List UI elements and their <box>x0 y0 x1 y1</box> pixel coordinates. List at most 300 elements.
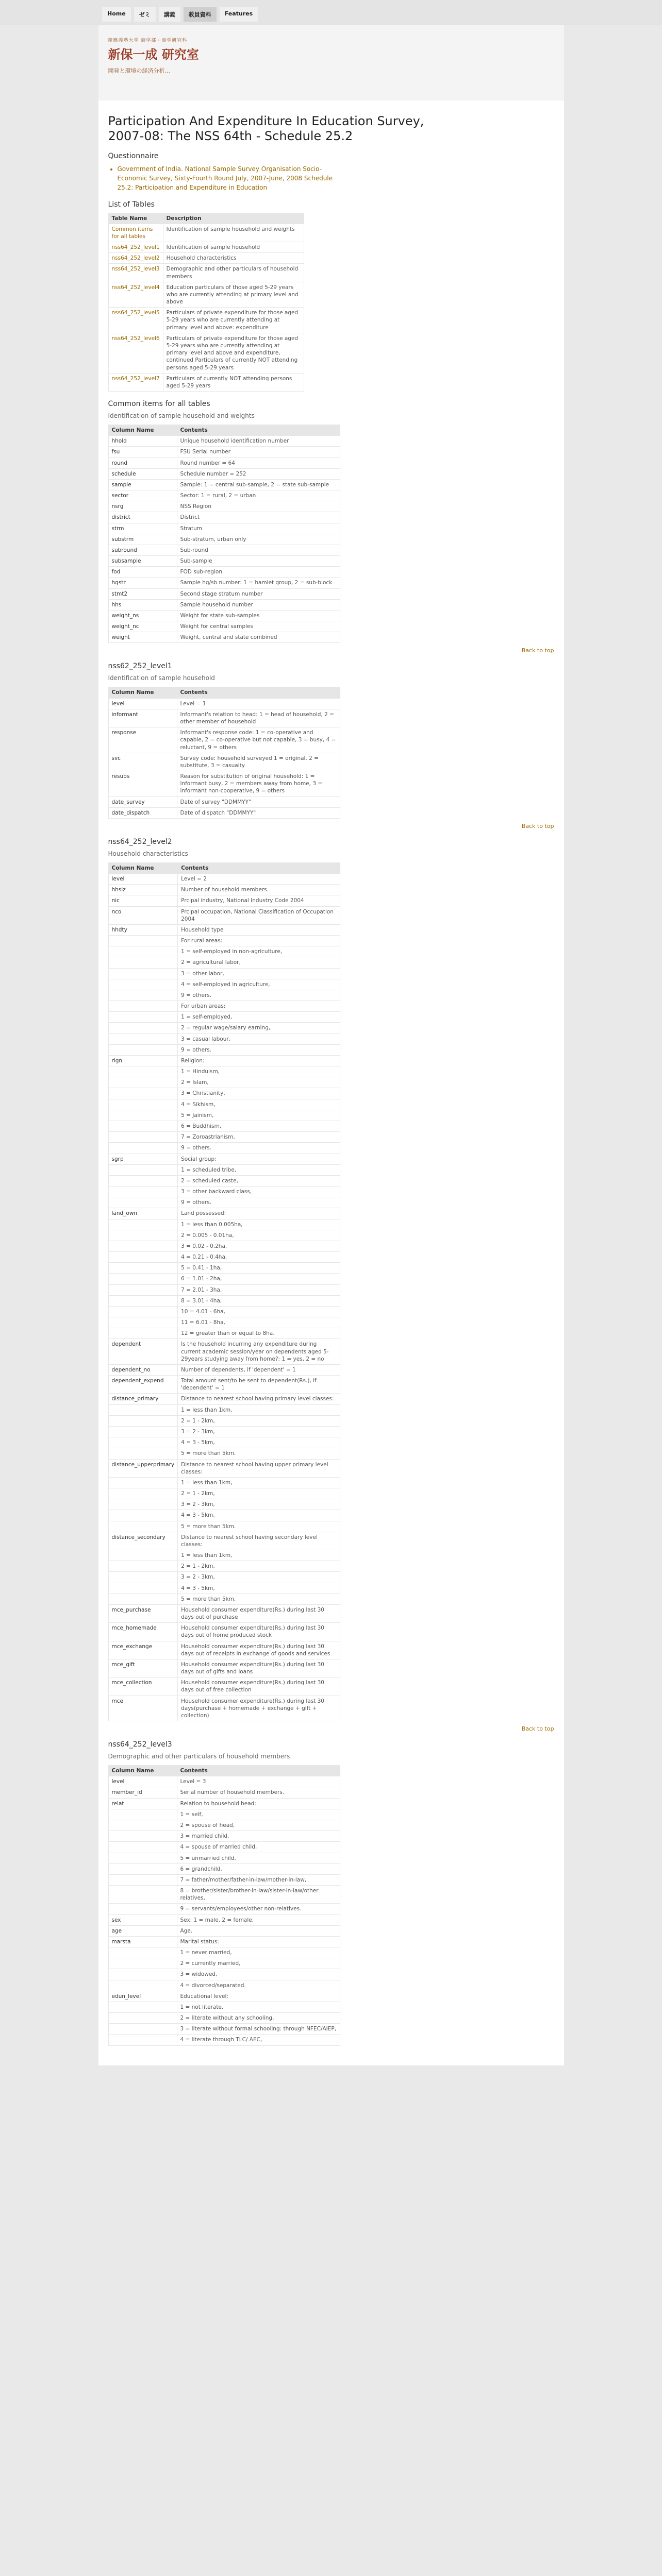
table-link[interactable]: nss64_252_level1 <box>108 242 163 253</box>
column-contents: Sector: 1 = rural, 2 = urban <box>177 490 340 501</box>
column-name: marsta <box>108 1936 177 1947</box>
column-name: rlgn <box>108 1055 178 1066</box>
table-row <box>108 1677 340 1696</box>
table-row <box>108 1110 340 1121</box>
table-row <box>108 1459 340 1477</box>
column-header: Contents <box>177 1766 340 1776</box>
table-row <box>108 1001 340 1012</box>
section-table <box>108 1765 340 2045</box>
table-row <box>108 242 304 253</box>
section-table <box>108 687 340 818</box>
column-name: informant <box>108 709 177 727</box>
site-logo[interactable] <box>108 37 199 75</box>
column-contents: 3 = 2 - 3km, <box>178 1572 340 1583</box>
column-name <box>108 2035 177 2045</box>
table-row <box>108 457 340 468</box>
table-row <box>108 990 340 1001</box>
column-contents: Sample household number <box>177 599 340 610</box>
logo-tagline: 開発と環境の経済分析... <box>108 67 170 74</box>
table-row <box>108 1488 340 1499</box>
page-container <box>98 25 564 2065</box>
column-name: schedule <box>108 468 177 479</box>
column-name <box>108 1426 178 1437</box>
table-row <box>108 1066 340 1077</box>
column-contents: 3 = other backward class, <box>178 1187 340 1197</box>
column-contents: 1 = self, <box>177 1809 340 1820</box>
column-name: substrm <box>108 534 177 545</box>
table-row <box>108 709 340 727</box>
column-name <box>108 1219 178 1230</box>
column-contents: Social group: <box>178 1154 340 1164</box>
column-name: nsrg <box>108 501 177 512</box>
table-row <box>108 479 340 490</box>
table-row <box>108 545 340 555</box>
column-contents: Number of household members. <box>178 885 340 895</box>
column-name <box>108 1263 178 1274</box>
column-name <box>108 1230 178 1241</box>
column-contents: Educational level: <box>177 1991 340 2002</box>
column-name <box>108 1187 178 1197</box>
column-contents: 5 = Jainism, <box>178 1110 340 1121</box>
nav-item[interactable]: 教員資料 <box>184 7 217 22</box>
table-row <box>108 610 340 621</box>
column-name <box>108 968 178 979</box>
table-row <box>108 1077 340 1088</box>
table-row <box>108 1055 340 1066</box>
table-header-row <box>108 687 340 698</box>
column-contents: Household consumer expenditure(Rs.) during last 30 days out of receipts in exchange of goods and services <box>178 1641 340 1659</box>
column-name <box>108 1561 178 1572</box>
column-contents: Distance to nearest school having upper primary level classes: <box>178 1459 340 1477</box>
column-contents: Sub-stratum, urban only <box>177 534 340 545</box>
column-name: date_dispatch <box>108 807 177 818</box>
column-name: nco <box>108 906 178 924</box>
table-row <box>108 1143 340 1154</box>
column-name: sgrp <box>108 1154 178 1164</box>
table-row <box>108 1274 340 1284</box>
table-row <box>108 534 340 545</box>
questionnaire-heading: Questionnaire <box>108 151 159 160</box>
column-name: distance_secondary <box>108 1532 178 1550</box>
table-description: Particulars of private expenditure for those aged 5-29 years who are currently attending at primary level and above: expenditure <box>163 308 304 333</box>
column-contents: 3 = widowed, <box>177 1969 340 1980</box>
column-name: distance_primary <box>108 1394 178 1404</box>
column-contents: 6 = grandchild, <box>177 1863 340 1874</box>
column-contents: 5 = more than 5km. <box>178 1448 340 1459</box>
column-contents: Marital status: <box>177 1936 340 1947</box>
column-contents: 2 = Islam, <box>178 1077 340 1088</box>
section-title: nss62_252_level1 <box>108 662 172 671</box>
table-row <box>108 1853 340 1863</box>
table-row <box>108 1776 340 1787</box>
table-row <box>108 1521 340 1532</box>
column-name <box>108 979 178 990</box>
column-contents: 3 = 0.02 - 0.2ha, <box>178 1241 340 1251</box>
column-contents: Sample: 1 = central sub-sample, 2 = state sub-sample <box>177 479 340 490</box>
column-contents: Serial number of household members. <box>177 1787 340 1798</box>
table-link[interactable]: Common items for all tables <box>108 224 163 242</box>
section-table <box>108 425 340 643</box>
column-contents: Informant's relation to head: 1 = head of household, 2 = other member of household <box>177 709 340 727</box>
column-contents: 1 = less than 1km, <box>178 1477 340 1488</box>
column-name: land_own <box>108 1208 178 1219</box>
table-row <box>108 957 340 968</box>
column-name <box>108 1488 178 1499</box>
column-name: hhdty <box>108 924 178 935</box>
column-name <box>108 1317 178 1328</box>
nav-item[interactable]: 講義 <box>159 7 180 22</box>
table-row <box>108 1904 340 1914</box>
table-description: Identification of sample household <box>163 242 304 253</box>
table-row <box>108 264 304 282</box>
column-name: dependent_expend <box>108 1376 178 1394</box>
table-row <box>108 1532 340 1550</box>
column-contents: Household consumer expenditure(Rs.) during last 30 days out of free collection <box>178 1677 340 1696</box>
nav-item[interactable]: ゼミ <box>134 7 156 22</box>
column-name <box>108 1809 177 1820</box>
column-name <box>108 1831 177 1842</box>
column-contents: Stratum <box>177 523 340 534</box>
column-contents: 3 = Christianity, <box>178 1088 340 1099</box>
column-contents: 2 = agricultural labor, <box>178 957 340 968</box>
table-link[interactable]: nss64_252_level3 <box>108 264 163 282</box>
column-name: mce_gift <box>108 1659 178 1677</box>
table-row <box>108 1208 340 1219</box>
column-contents: Date of survey "DDMMYY" <box>177 796 340 807</box>
table-header-row <box>108 862 340 873</box>
column-name <box>108 1295 178 1306</box>
table-row <box>108 1787 340 1798</box>
column-contents: 5 = unmarried child, <box>177 1853 340 1863</box>
table-row <box>108 924 340 935</box>
table-row <box>108 1099 340 1110</box>
table-row <box>108 1317 340 1328</box>
column-name <box>108 1437 178 1448</box>
table-row <box>108 874 340 885</box>
table-description: Education particulars of those aged 5-29 years who are currently attending at primary level and above <box>163 282 304 308</box>
table-row <box>108 1925 340 1936</box>
table-link[interactable]: nss64_252_level4 <box>108 282 163 308</box>
column-contents: Household consumer expenditure(Rs.) during last 30 days out of purchase <box>178 1604 340 1622</box>
section-description: Identification of sample household and weights <box>108 412 255 420</box>
table-row <box>108 1154 340 1164</box>
table-row <box>108 1550 340 1561</box>
table-link[interactable]: nss64_252_level7 <box>108 373 163 391</box>
column-name <box>108 1521 178 1532</box>
column-name <box>108 1863 177 1874</box>
column-name: subsample <box>108 556 177 567</box>
column-name <box>108 1023 178 1033</box>
logo-subtitle: 慶應義塾大学 商学部・商学研究科 <box>108 38 188 43</box>
table-row <box>108 1947 340 1958</box>
column-contents: Household consumer expenditure(Rs.) during last 30 days out of home produced stock <box>178 1623 340 1641</box>
column-name <box>108 1328 178 1339</box>
column-contents: Age. <box>177 1925 340 1936</box>
column-contents: 10 = 4.01 - 6ha, <box>178 1306 340 1317</box>
column-name: edun_level <box>108 1991 177 2002</box>
table-row <box>108 501 340 512</box>
column-contents: 9 = others. <box>178 1197 340 1208</box>
section-description: Household characteristics <box>108 850 188 857</box>
table-row <box>108 1594 340 1604</box>
column-name <box>108 1132 178 1143</box>
column-name: weight_nc <box>108 621 177 632</box>
column-name <box>108 1033 178 1044</box>
column-name: stmt2 <box>108 588 177 599</box>
top-navigation-bar <box>0 0 662 25</box>
column-name <box>108 1572 178 1583</box>
section <box>108 1740 554 2045</box>
table-row <box>108 979 340 990</box>
table-row <box>108 1572 340 1583</box>
column-name <box>108 1284 178 1295</box>
column-name: sample <box>108 479 177 490</box>
column-name: date_survey <box>108 796 177 807</box>
column-name: svc <box>108 753 177 771</box>
logo-name: 新保一成 研究室 <box>108 47 199 62</box>
column-contents: Prcipal industry, National Industry Code 2004 <box>178 895 340 906</box>
table-row <box>108 1187 340 1197</box>
column-name: nic <box>108 895 178 906</box>
column-name <box>108 1886 177 1904</box>
table-row <box>108 1339 340 1365</box>
column-contents: Survey code: household surveyed 1 = original, 2 = substitute, 3 = casualty <box>177 753 340 771</box>
table-row <box>108 1886 340 1904</box>
column-name: mce_purchase <box>108 1604 178 1622</box>
column-name: member_id <box>108 1787 177 1798</box>
table-row <box>108 1012 340 1023</box>
column-header: Column Name <box>108 425 177 436</box>
column-contents: 9 = others. <box>178 1044 340 1055</box>
table-header-row <box>108 1766 340 1776</box>
table-row <box>108 1561 340 1572</box>
table-row <box>108 1958 340 1969</box>
table-description: Demographic and other particulars of household members <box>163 264 304 282</box>
column-contents: 3 = 2 - 3km, <box>178 1426 340 1437</box>
column-contents: 1 = Hinduism, <box>178 1066 340 1077</box>
column-contents: 4 = divorced/separated. <box>177 1980 340 1991</box>
column-name <box>108 1066 178 1077</box>
table-row <box>108 1394 340 1404</box>
column-name: district <box>108 512 177 523</box>
column-contents: Weight, central and state combined <box>177 632 340 643</box>
column-contents: Is the household incurring any expenditure during current academic session/year on dependents aged 5-29years studying away from home?: 1 = yes, 2 = no <box>178 1339 340 1365</box>
column-contents: Date of dispatch "DDMMYY" <box>177 807 340 818</box>
table-row <box>108 1477 340 1488</box>
column-name: hhold <box>108 436 177 447</box>
column-contents: 1 = not literate, <box>177 2002 340 2012</box>
table-row <box>108 308 304 333</box>
column-name <box>108 1044 178 1055</box>
column-contents: 2 = spouse of head, <box>177 1820 340 1831</box>
column-contents: 4 = 3 - 5km, <box>178 1583 340 1594</box>
column-contents: 3 = 2 - 3km, <box>178 1499 340 1510</box>
column-contents: 2 = 1 - 2km, <box>178 1415 340 1426</box>
table-row <box>108 1376 340 1394</box>
column-contents: Level = 2 <box>178 874 340 885</box>
column-name <box>108 1550 178 1561</box>
column-contents: Total amount sent/to be sent to dependent(Rs.), if 'dependent' = 1 <box>178 1376 340 1394</box>
column-name <box>108 990 178 1001</box>
column-name <box>108 1404 178 1415</box>
column-contents: 1 = less than 1km, <box>178 1404 340 1415</box>
column-name <box>108 957 178 968</box>
table-row <box>108 1284 340 1295</box>
column-name <box>108 1252 178 1263</box>
column-name <box>108 936 178 946</box>
section <box>108 838 554 1732</box>
nav-item[interactable]: Home <box>102 7 131 22</box>
table-description: Particulars of private expenditure for those aged 5-29 years who are currently attending at primary level and above and expenditure, continued Particulars of currently NOT attending persons aged 5-29 years <box>163 333 304 373</box>
table-row <box>108 727 340 753</box>
table-row <box>108 1241 340 1251</box>
table-row <box>108 946 340 957</box>
column-contents: 1 = less than 1km, <box>178 1550 340 1561</box>
questionnaire-link[interactable]: • Government of India. National Sample Survey Organisation Socio-Economic Survey, Sixty-Fourth Round July, 2007-June, 2008 Schedule 25.2: Participation and Expenditure in Education <box>118 164 339 192</box>
section <box>108 400 554 654</box>
column-contents: Schedule number = 252 <box>177 468 340 479</box>
table-link[interactable]: nss64_252_level2 <box>108 253 163 264</box>
column-name <box>108 1164 178 1175</box>
column-contents: Second stage stratum number <box>177 588 340 599</box>
column-name <box>108 2024 177 2035</box>
column-contents: Level = 1 <box>177 698 340 709</box>
table-row <box>108 796 340 807</box>
table-row <box>108 1164 340 1175</box>
column-contents: 7 = 2.01 - 3ha, <box>178 1284 340 1295</box>
header-banner <box>98 25 564 100</box>
back-to-top-link[interactable]: Back to top <box>521 1725 554 1733</box>
table-row <box>108 1499 340 1510</box>
table-row <box>108 333 304 373</box>
column-name: sex <box>108 1914 177 1925</box>
column-header: Column Name <box>108 862 178 873</box>
column-contents: 2 = scheduled caste, <box>178 1175 340 1186</box>
column-contents: Sub-round <box>177 545 340 555</box>
table-row <box>108 1263 340 1274</box>
column-name <box>108 2013 177 2024</box>
column-contents: 3 = other labor, <box>178 968 340 979</box>
column-contents: 9 = servants/employees/other non-relatives. <box>177 1904 340 1914</box>
table-row <box>108 1121 340 1132</box>
table-row <box>108 1863 340 1874</box>
table-row <box>108 1197 340 1208</box>
table-header-row <box>108 213 304 224</box>
table-row <box>108 253 304 264</box>
column-name: strm <box>108 523 177 534</box>
back-to-top-link[interactable]: Back to top <box>521 822 554 829</box>
table-row <box>108 1415 340 1426</box>
column-header: Column Name <box>108 687 177 698</box>
table-row <box>108 1914 340 1925</box>
table-row <box>108 698 340 709</box>
table-link[interactable]: nss64_252_level6 <box>108 333 163 373</box>
table-row <box>108 447 340 457</box>
column-name <box>108 1874 177 1885</box>
table-row <box>108 632 340 643</box>
column-contents: Weight for state sub-samples <box>177 610 340 621</box>
column-contents: 3 = literate without formal schooling: through NFEC/AIEP, <box>177 2024 340 2035</box>
table-link[interactable]: nss64_252_level5 <box>108 308 163 333</box>
table-row <box>108 1991 340 2002</box>
column-contents: 2 = literate without any schooling, <box>177 2013 340 2024</box>
column-name: level <box>108 1776 177 1787</box>
column-header: Table Name <box>108 213 163 224</box>
table-row <box>108 1426 340 1437</box>
column-contents: 4 = self-employed in agriculture, <box>178 979 340 990</box>
column-name: hgstr <box>108 578 177 588</box>
table-row <box>108 906 340 924</box>
table-row <box>108 523 340 534</box>
column-name: subround <box>108 545 177 555</box>
table-description: Identification of sample household and weights <box>163 224 304 242</box>
table-row <box>108 373 304 391</box>
column-name: resubs <box>108 771 177 797</box>
table-row <box>108 1044 340 1055</box>
column-contents: Unique household identification number <box>177 436 340 447</box>
page-title: Participation And Expenditure In Education Survey, 2007-08: The NSS 64th - Schedule 25.2 <box>108 114 424 143</box>
column-name <box>108 1853 177 1863</box>
column-name: weight <box>108 632 177 643</box>
table-row <box>108 2002 340 2012</box>
column-contents: Household consumer expenditure(Rs.) during last 30 days(purchase + homemade + exchange + gift + collection) <box>178 1696 340 1721</box>
table-row <box>108 1175 340 1186</box>
column-name <box>108 1099 178 1110</box>
table-row <box>108 1033 340 1044</box>
column-contents: Land possessed: <box>178 1208 340 1219</box>
column-contents: 2 = 1 - 2km, <box>178 1561 340 1572</box>
table-row <box>108 936 340 946</box>
column-contents: 4 = Sikhism, <box>178 1099 340 1110</box>
column-name <box>108 1121 178 1132</box>
column-contents: 6 = 1.01 - 2ha, <box>178 1274 340 1284</box>
column-contents: 4 = 0.21 - 0.4ha, <box>178 1252 340 1263</box>
column-name <box>108 1448 178 1459</box>
table-row <box>108 621 340 632</box>
table-row <box>108 578 340 588</box>
table-row <box>108 1230 340 1241</box>
column-contents: 2 = 1 - 2km, <box>178 1488 340 1499</box>
table-row <box>108 224 304 242</box>
column-contents: Informant's response code: 1 = co-operative and capable, 2 = co-operative but not capable, 3 = busy, 4 = reluctant, 9 = others <box>177 727 340 753</box>
table-row <box>108 490 340 501</box>
questionnaire-list <box>108 164 554 192</box>
column-header: Contents <box>177 687 340 698</box>
table-row <box>108 512 340 523</box>
table-row <box>108 1623 340 1641</box>
column-name <box>108 1110 178 1121</box>
column-contents: 8 = 3.01 - 4ha, <box>178 1295 340 1306</box>
section-table <box>108 862 340 1721</box>
table-row <box>108 588 340 599</box>
column-name <box>108 1842 177 1853</box>
column-contents: 5 = 0.41 - 1ha, <box>178 1263 340 1274</box>
column-contents: 11 = 6.01 - 8ha, <box>178 1317 340 1328</box>
table-row <box>108 753 340 771</box>
section-title: Common items for all tables <box>108 400 210 409</box>
column-contents: 2 = 0.005 - 0.01ha, <box>178 1230 340 1241</box>
table-row <box>108 282 304 308</box>
column-name: response <box>108 727 177 753</box>
column-contents: Prcipal occupation, National Classification of Occupation 2004 <box>178 906 340 924</box>
table-row <box>108 2035 340 2045</box>
column-contents: 4 = spouse of married child, <box>177 1842 340 1853</box>
nav-item[interactable]: Features <box>220 7 258 22</box>
column-contents: 4 = 3 - 5km, <box>178 1437 340 1448</box>
table-row <box>108 1364 340 1375</box>
back-to-top-link[interactable]: Back to top <box>521 647 554 654</box>
column-name <box>108 1820 177 1831</box>
